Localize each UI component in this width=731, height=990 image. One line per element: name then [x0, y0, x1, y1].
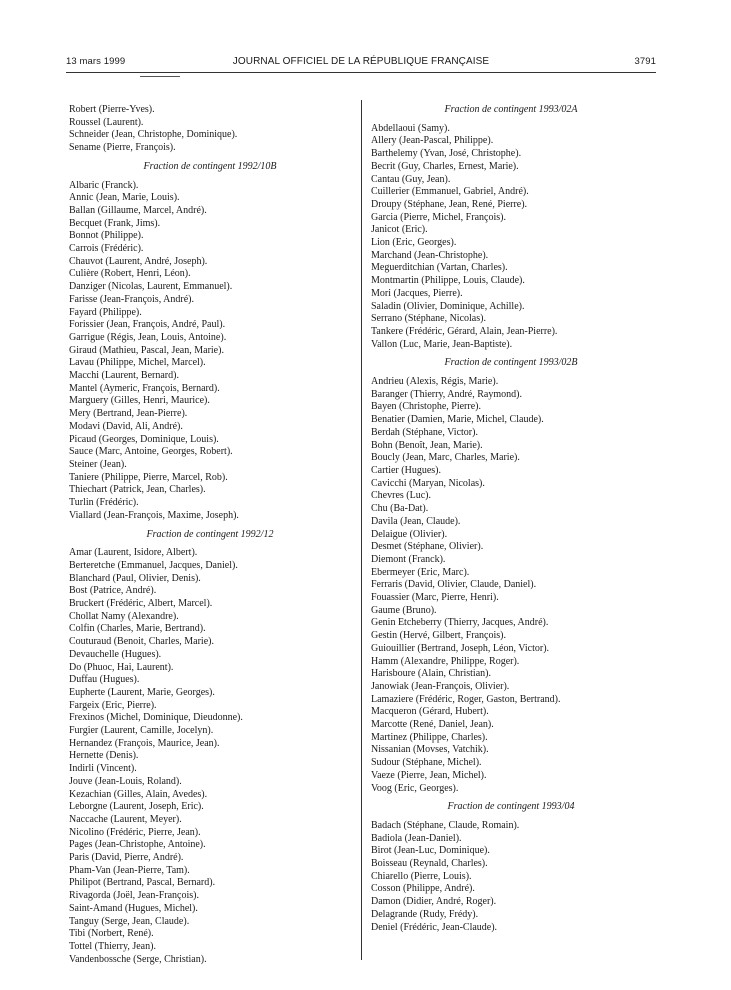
name-entry: Macqueron (Gérard, Hubert).: [371, 706, 489, 718]
name-entry: Roussel (Laurent).: [69, 116, 144, 128]
name-entry: Modavi (David, Ali, André).: [69, 420, 183, 432]
name-entry: Diemont (Franck).: [371, 553, 446, 565]
header-short-rule: [140, 76, 180, 77]
right-column: [371, 104, 651, 934]
name-entry: Bohn (Benoît, Jean, Marie).: [371, 439, 483, 451]
name-entry: Berteretche (Emmanuel, Jacques, Daniel).: [69, 559, 238, 571]
name-entry: Desmet (Stéphane, Olivier).: [371, 541, 484, 553]
name-entry: Becrit (Guy, Charles, Ernest, Marie).: [371, 160, 519, 172]
name-entry: Andrieu (Alexis, Régis, Marie).: [371, 376, 499, 388]
name-entry: Thiechart (Patrick, Jean, Charles).: [69, 484, 206, 496]
name-entry: Kezachian (Gilles, Alain, Avedes).: [69, 788, 208, 800]
name-entry: Blanchard (Paul, Olivier, Denis).: [69, 572, 201, 584]
name-entry: Mori (Jacques, Pierre).: [371, 287, 463, 299]
name-entry: Droupy (Stéphane, Jean, René, Pierre).: [371, 198, 528, 210]
name-entry: Carrois (Frédéric).: [69, 243, 144, 255]
name-entry: Chu (Ba-Dat).: [371, 503, 429, 515]
name-entry: Devauchelle (Hugues).: [69, 648, 162, 660]
header-rule: [66, 72, 656, 73]
name-entry: Viallard (Jean-François, Maxime, Joseph).: [69, 509, 239, 521]
name-entry: Tottel (Thierry, Jean).: [69, 941, 156, 952]
name-entry: Ebermeyer (Eric, Marc).: [371, 566, 470, 578]
name-entry: Saladin (Olivier, Dominique, Achille).: [371, 300, 525, 312]
name-entry: Genin Etcheberry (Thierry, Jacques, André).: [371, 617, 549, 629]
name-entry: Turlin (Frédéric).: [69, 497, 139, 509]
name-entry: Philipot (Bertrand, Pascal, Bernard).: [69, 877, 216, 889]
name-entry: Lion (Eric, Georges).: [371, 237, 457, 249]
section-heading: Fraction de contingent 1992/12: [146, 528, 274, 540]
name-entry: Marguery (Gilles, Henri, Maurice).: [69, 395, 210, 407]
name-entry: Frexinos (Michel, Dominique, Dieudonne).: [69, 712, 243, 724]
name-entry: Do (Phuoc, Hai, Laurent).: [69, 661, 174, 673]
name-entry: Ferraris (David, Olivier, Claude, Daniel).: [371, 579, 537, 591]
name-entry: Chevres (Luc).: [371, 490, 431, 502]
name-entry: Montmartin (Philippe, Louis, Claude).: [371, 275, 525, 287]
left-column: [69, 104, 351, 966]
name-entry: Marcotte (René, Daniel, Jean).: [371, 719, 494, 731]
name-entry: Pages (Jean-Christophe, Antoine).: [69, 839, 206, 851]
name-entry: Fayard (Philippe).: [69, 306, 142, 318]
name-entry: Vallon (Luc, Marie, Jean-Baptiste).: [371, 338, 513, 350]
name-entry: Vandenbossche (Serge, Christian).: [69, 953, 207, 965]
name-entry: Farisse (Jean-François, André).: [69, 293, 194, 305]
name-entry: Forissier (Jean, François, André, Paul).: [69, 319, 226, 331]
name-entry: Serrano (Stéphane, Nicolas).: [371, 313, 486, 325]
name-entry: Vaeze (Pierre, Jean, Michel).: [371, 769, 487, 781]
name-entry: Damon (Didier, André, Roger).: [371, 896, 497, 908]
name-entry: Badiola (Jean-Daniel).: [371, 832, 462, 844]
name-entry: Baranger (Thierry, André, Raymond).: [371, 388, 522, 400]
name-entry: Davila (Jean, Claude).: [371, 515, 461, 527]
name-entry: Giraud (Mathieu, Pascal, Jean, Marie).: [69, 344, 224, 356]
name-entry: Taniere (Philippe, Pierre, Marcel, Rob).: [69, 471, 228, 483]
name-entry: Couturaud (Benoit, Charles, Marie).: [69, 636, 214, 648]
name-entry: Garcia (Pierre, Michel, François).: [371, 211, 506, 223]
name-entry: Martinez (Philippe, Charles).: [371, 731, 488, 743]
name-entry: Marchand (Jean-Christophe).: [371, 249, 489, 261]
name-entry: Rivagorda (Joël, Jean-François).: [69, 890, 199, 902]
name-entry: Nicolino (Frédéric, Pierre, Jean).: [69, 826, 201, 838]
name-entry: Cosson (Philippe, André).: [371, 883, 475, 895]
header-page-number: 3791: [634, 56, 656, 67]
name-entry: Naccache (Laurent, Meyer).: [69, 813, 182, 825]
name-entry: Becquet (Frank, Jims).: [69, 217, 161, 229]
name-entry: Chiarello (Pierre, Louis).: [371, 870, 472, 882]
name-entry: Badach (Stéphane, Claude, Romain).: [371, 819, 520, 831]
name-entry: Boisseau (Reynald, Charles).: [371, 858, 488, 870]
section-heading: Fraction de contingent 1992/10B: [143, 160, 277, 172]
name-entry: Gestin (Hervé, Gilbert, François).: [371, 630, 506, 642]
name-entry: Bonnot (Philippe).: [69, 230, 144, 242]
header-date: 13 mars 1999: [66, 56, 126, 67]
name-entry: Abdellaoui (Samy).: [371, 122, 450, 134]
name-entry: Culière (Robert, Henri, Léon).: [69, 268, 191, 280]
name-entry: Tankere (Frédéric, Gérard, Alain, Jean-Pierre).: [371, 325, 558, 337]
name-entry: Boucly (Jean, Marc, Charles, Marie).: [371, 452, 520, 464]
name-entry: Delaigue (Olivier).: [371, 528, 448, 540]
name-entry: Tanguy (Serge, Jean, Claude).: [69, 915, 190, 927]
name-entry: Voog (Eric, Georges).: [371, 782, 459, 794]
name-entry: Cartier (Hugues).: [371, 464, 441, 476]
name-entry: Tibi (Norbert, René).: [69, 928, 154, 940]
name-entry: Annic (Jean, Marie, Louis).: [69, 192, 180, 204]
name-entry: Benatier (Damien, Marie, Michel, Claude).: [371, 414, 544, 426]
name-entry: Bruckert (Frédéric, Albert, Marcel).: [69, 598, 213, 610]
name-entry: Fargeix (Eric, Pierre).: [69, 699, 157, 711]
name-entry: Amar (Laurent, Isidore, Albert).: [69, 547, 198, 559]
name-entry: Macchi (Laurent, Bernard).: [69, 370, 179, 382]
name-entry: Chollat Namy (Alexandre).: [69, 610, 179, 622]
name-entry: Jouve (Jean-Louis, Roland).: [69, 775, 182, 787]
column-divider: [361, 100, 362, 960]
name-entry: Pham-Van (Jean-Pierre, Tam).: [69, 864, 190, 876]
name-entry: Allery (Jean-Pascal, Philippe).: [371, 135, 494, 147]
name-entry: Mery (Bertrand, Jean-Pierre).: [69, 408, 188, 420]
section-heading: Fraction de contingent 1993/02B: [444, 357, 578, 369]
name-entry: Guiouillier (Bertrand, Joseph, Léon, Victor).: [371, 642, 550, 654]
name-entry: Bost (Patrice, André).: [69, 585, 157, 597]
name-entry: Steiner (Jean).: [69, 458, 127, 470]
section-heading: Fraction de contingent 1993/02A: [444, 104, 578, 115]
page-header: [66, 56, 656, 72]
name-entry: Gaume (Bruno).: [371, 604, 437, 616]
section-heading: Fraction de contingent 1993/04: [447, 801, 575, 813]
name-entry: Berdah (Stéphane, Victor).: [371, 426, 478, 438]
name-entry: Robert (Pierre-Yves).: [69, 104, 155, 115]
name-entry: Nissanian (Movses, Vatchik).: [371, 744, 489, 756]
name-entry: Leborgne (Laurent, Joseph, Eric).: [69, 801, 204, 813]
name-entry: Colfin (Charles, Marie, Bertrand).: [69, 623, 206, 635]
name-entry: Lamaziere (Frédéric, Roger, Gaston, Bertrand).: [371, 693, 561, 705]
name-entry: Lavau (Philippe, Michel, Marcel).: [69, 357, 206, 369]
name-entry: Sauce (Marc, Antoine, Georges, Robert).: [69, 446, 233, 458]
name-entry: Deniel (Frédéric, Jean-Claude).: [371, 921, 498, 933]
name-entry: Cantau (Guy, Jean).: [371, 173, 451, 185]
name-entry: Schneider (Jean, Christophe, Dominique).: [69, 129, 238, 141]
name-entry: Paris (David, Pierre, André).: [69, 852, 184, 864]
name-entry: Eupherte (Laurent, Marie, Georges).: [69, 686, 215, 698]
name-entry: Picaud (Georges, Dominique, Louis).: [69, 433, 219, 445]
name-entry: Duffau (Hugues).: [69, 674, 140, 686]
name-entry: Hamm (Alexandre, Philippe, Roger).: [371, 655, 520, 667]
name-entry: Danziger (Nicolas, Laurent, Emmanuel).: [69, 281, 233, 293]
name-entry: Janowiak (Jean-François, Olivier).: [371, 680, 510, 692]
name-entry: Harisboure (Alain, Christian).: [371, 668, 491, 680]
name-entry: Hernandez (François, Maurice, Jean).: [69, 737, 220, 749]
name-entry: Ballan (Gillaume, Marcel, André).: [69, 204, 207, 216]
name-entry: Delagrande (Rudy, Frédy).: [371, 908, 479, 920]
name-entry: Janicot (Eric).: [371, 224, 428, 236]
name-entry: Furgier (Laurent, Camille, Jocelyn).: [69, 725, 214, 737]
name-entry: Sudour (Stéphane, Michel).: [371, 757, 482, 769]
name-entry: Indirli (Vincent).: [69, 763, 137, 775]
name-entry: Cuillerier (Emmanuel, Gabriel, André).: [371, 186, 529, 198]
header-title: JOURNAL OFFICIEL DE LA RÉPUBLIQUE FRANÇAISE: [232, 56, 490, 67]
name-entry: Saint-Amand (Hugues, Michel).: [69, 902, 198, 914]
name-entry: Bayen (Christophe, Pierre).: [371, 401, 481, 413]
name-entry: Birot (Jean-Luc, Dominique).: [371, 845, 490, 857]
name-entry: Sename (Pierre, François).: [69, 142, 176, 154]
name-entry: Cavicchi (Maryan, Nicolas).: [371, 477, 485, 489]
name-entry: Barthelemy (Yvan, José, Christophe).: [371, 148, 522, 160]
name-entry: Hernette (Denis).: [69, 750, 139, 762]
name-entry: Garrigue (Régis, Jean, Louis, Antoine).: [69, 331, 227, 343]
name-entry: Mantel (Aymeric, François, Bernard).: [69, 382, 220, 394]
name-entry: Meguerditchian (Vartan, Charles).: [371, 262, 508, 274]
name-entry: Chauvot (Laurent, André, Joseph).: [69, 255, 208, 267]
name-entry: Fouassier (Marc, Pierre, Henri).: [371, 592, 499, 604]
name-entry: Albaric (Franck).: [69, 179, 139, 191]
